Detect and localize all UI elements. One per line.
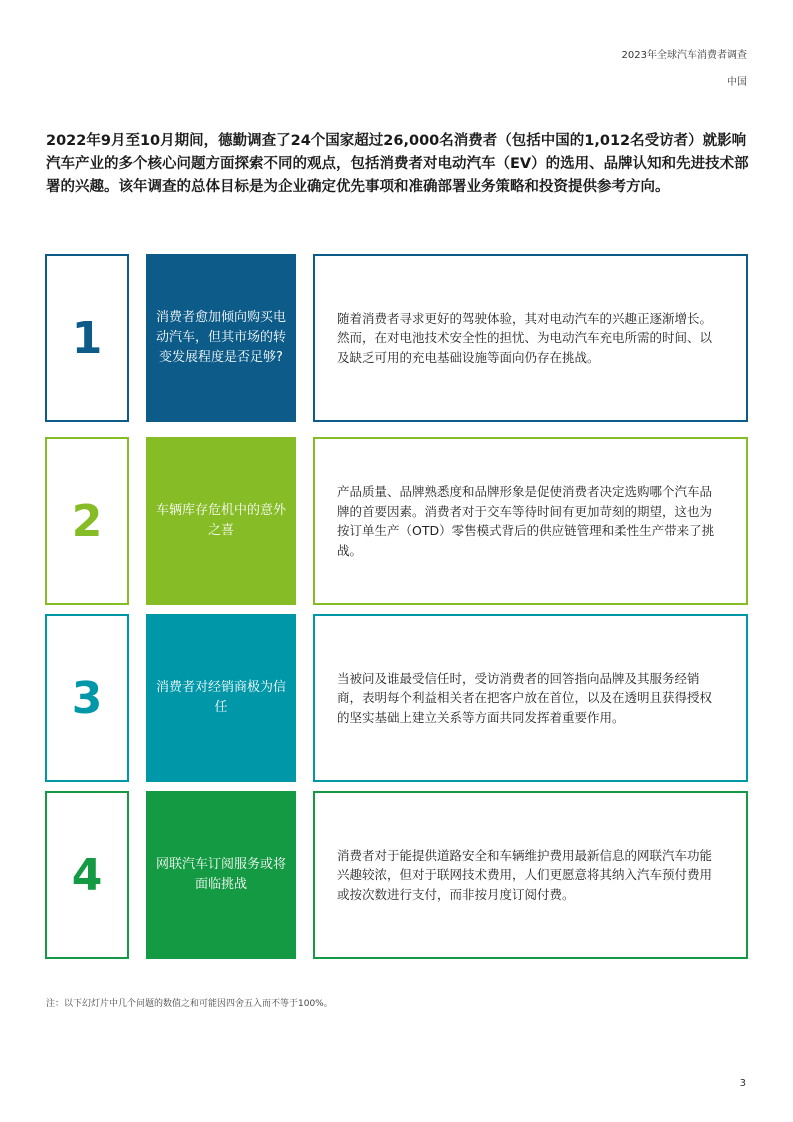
- finding-topic: 消费者愈加倾向购买电动汽车，但其市场的转变发展程度是否足够?: [156, 310, 287, 365]
- finding-topic-box: [146, 791, 296, 959]
- finding-row-4: [45, 791, 748, 957]
- finding-description-box: [313, 614, 748, 782]
- finding-description: 当被问及谁最受信任时，受访消费者的回答指向品牌及其服务经销商，表明每个利益相关者在把客户放在首位，以及在透明且获得授权的坚实基础上建立关系等方面共同发挥着重要作用。: [337, 670, 713, 725]
- finding-topic-box: [146, 254, 296, 422]
- report-title: 2023年全球汽车消费者调查: [621, 50, 747, 61]
- finding-number-box: [45, 791, 129, 959]
- finding-description: 产品质量、品牌熟悉度和品牌形象是促使消费者决定选购哪个汽车品牌的首要因素。消费者对于交车等待时间有更加苛刻的期望，这也为按订单生产（OTD）零售模式背后的供应链管理和柔性生产带来了挑战。: [337, 484, 715, 558]
- finding-number-box: [45, 437, 129, 605]
- finding-topic: 消费者对经销商极为信任: [156, 680, 287, 715]
- finding-row-3: [45, 614, 748, 780]
- intro-paragraph: 2022年9月至10月期间，德勤调查了24个国家超过26,000名消费者（包括中国的1,012名受访者）就影响汽车产业的多个核心问题方面探索不同的观点，包括消费者对电动汽车（EV）的选用、品牌认知和先进技术部署的兴趣。该年调查的总体目标是为企业确定优先事项和准确部署业务策略和投资提供参考方向。: [46, 133, 749, 195]
- finding-description-box: [313, 254, 748, 422]
- finding-number: 3: [71, 672, 103, 724]
- finding-topic: 网联汽车订阅服务或将面临挑战: [156, 857, 287, 892]
- finding-number-box: [45, 254, 129, 422]
- finding-description: 消费者对于能提供道路安全和车辆维护费用最新信息的网联汽车功能兴趣较浓，但对于联网技术费用，人们更愿意将其纳入汽车预付费用或按次数进行支付，而非按月度订阅付费。: [337, 847, 713, 902]
- finding-topic-box: [146, 437, 296, 605]
- finding-number: 4: [71, 849, 103, 901]
- finding-description-box: [313, 791, 748, 959]
- page-number: 3: [739, 1078, 746, 1089]
- finding-row-1: [45, 254, 748, 420]
- footnote: 注：以下幻灯片中几个问题的数值之和可能因四舍五入而不等于100%。: [46, 999, 333, 1009]
- report-region: 中国: [727, 77, 747, 88]
- finding-number: 2: [71, 495, 103, 547]
- finding-description: 随着消费者寻求更好的驾驶体验，其对电动汽车的兴趣正逐渐增长。然而，在对电池技术安全性的担忧、为电动汽车充电所需的时间、以及缺乏可用的充电基础设施等面向仍存在挑战。: [337, 310, 713, 365]
- finding-number-box: [45, 614, 129, 782]
- finding-topic: 车辆库存危机中的意外之喜: [156, 503, 287, 538]
- finding-row-2: [45, 437, 748, 603]
- finding-number: 1: [71, 312, 103, 364]
- finding-description-box: [313, 437, 748, 605]
- finding-topic-box: [146, 614, 296, 782]
